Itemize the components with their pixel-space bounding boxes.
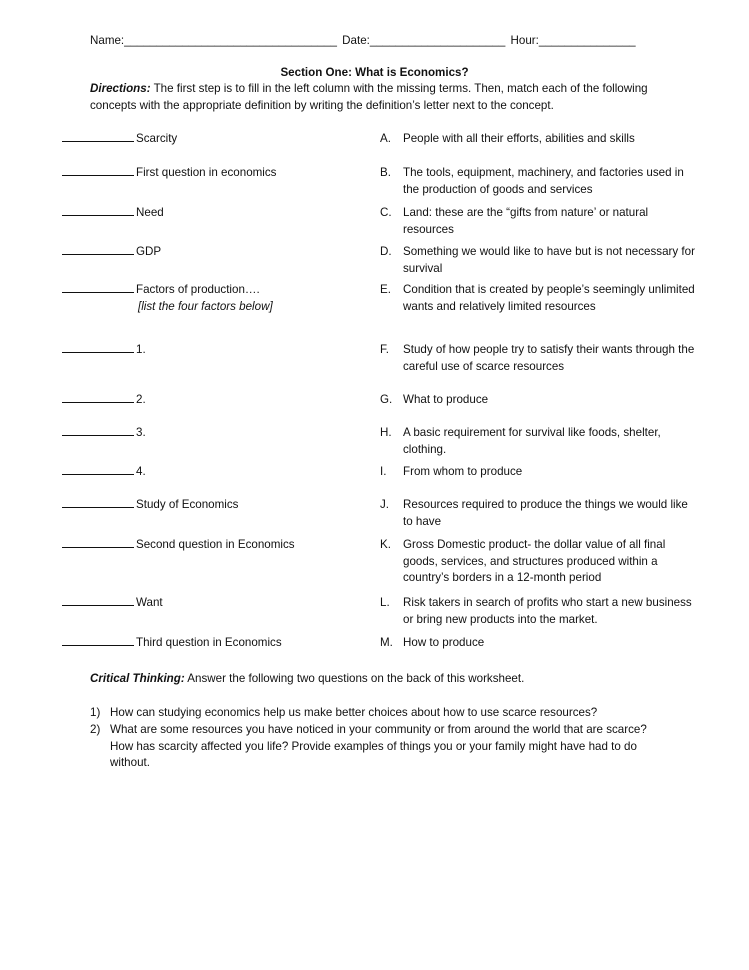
definition-text: What to produce: [403, 393, 489, 406]
definition-item: [380, 635, 700, 652]
concept-label: GDP: [136, 245, 162, 258]
definition-text: Risk takers in search of profits who start a new business or bring new products into the market.: [403, 596, 692, 626]
question-item: [90, 705, 670, 722]
answer-blank[interactable]: [62, 464, 134, 475]
definition-text: Gross Domestic product- the dollar value of all final goods, services, and structures produced within a country’s borders in a 12-month period: [403, 538, 666, 584]
directions-text: The first step is to fill in the left column with the missing terms. Then, match each of the following concepts with the appropriate definition by writing the definition’s letter next to the concept.: [90, 82, 648, 112]
answer-blank[interactable]: [62, 131, 134, 142]
definition-letter: A.: [380, 132, 391, 145]
concept-row: [62, 537, 352, 554]
definition-item: [380, 497, 700, 530]
definition-letter: K.: [380, 538, 391, 551]
name-field[interactable]: Name:_________________________________: [90, 34, 337, 47]
answer-blank[interactable]: [62, 537, 134, 548]
definition-text: Resources required to produce the things we would like to have: [403, 498, 688, 528]
answer-blank[interactable]: [62, 635, 134, 646]
header-fields: [90, 34, 638, 47]
definition-letter: L.: [380, 596, 390, 609]
concept-label: First question in economics: [136, 166, 277, 179]
definition-letter: E.: [380, 283, 391, 296]
concept-row: [62, 131, 352, 148]
concept-row: [62, 497, 352, 514]
definition-letter: C.: [380, 206, 392, 219]
concept-label: Factors of production….: [136, 283, 260, 296]
answer-blank[interactable]: [62, 392, 134, 403]
hour-field[interactable]: Hour:_______________: [510, 34, 636, 47]
question-text: How can studying economics help us make better choices about how to use scarce resources?: [110, 706, 598, 719]
concept-label: Third question in Economics: [136, 636, 282, 649]
critical-thinking: [90, 672, 524, 685]
critical-thinking-label: Critical Thinking:: [90, 672, 185, 685]
question-number: 1): [90, 706, 101, 719]
definition-item: [380, 205, 700, 238]
definition-text: From whom to produce: [403, 465, 523, 478]
concept-row: [62, 635, 352, 652]
concept-row: [62, 282, 352, 315]
definition-item: [380, 392, 700, 409]
answer-blank[interactable]: [62, 165, 134, 176]
definition-letter: D.: [380, 245, 392, 258]
definition-item: [380, 464, 700, 481]
concept-label: 3.: [136, 426, 146, 439]
definition-letter: B.: [380, 166, 391, 179]
answer-blank[interactable]: [62, 497, 134, 508]
definition-text: Condition that is created by people’s seemingly unlimited wants and relatively limited resources: [403, 283, 695, 313]
definition-item: [380, 282, 700, 315]
definition-letter: J.: [380, 498, 390, 511]
question-text: What are some resources you have noticed in your community or from around the world that are scarce? How has scarcity affected you life? Provide examples of things you or your family might have had to do without.: [110, 723, 647, 769]
critical-thinking-text: Answer the following two questions on the back of this worksheet.: [184, 672, 525, 685]
concept-row: [62, 244, 352, 261]
concept-row: [62, 342, 352, 359]
concept-label: Scarcity: [136, 132, 178, 145]
definition-item: [380, 131, 700, 148]
concept-row: [62, 205, 352, 222]
concept-label: 4.: [136, 465, 146, 478]
definition-item: [380, 537, 700, 587]
concept-row: [62, 165, 352, 182]
concept-label: Need: [136, 206, 164, 219]
answer-blank[interactable]: [62, 425, 134, 436]
definition-text: Study of how people try to satisfy their wants through the careful use of scarce resources: [403, 343, 695, 373]
concept-row: [62, 595, 352, 612]
definition-item: [380, 425, 700, 458]
answer-blank[interactable]: [62, 342, 134, 353]
question-number: 2): [90, 723, 101, 736]
concept-row: [62, 392, 352, 409]
definition-text: How to produce: [403, 636, 485, 649]
answer-blank[interactable]: [62, 282, 134, 293]
date-field[interactable]: Date:_____________________: [342, 34, 506, 47]
section-title: Section One: What is Economics?: [280, 66, 469, 79]
definition-letter: M.: [380, 636, 393, 649]
answer-blank[interactable]: [62, 244, 134, 255]
answer-blank[interactable]: [62, 205, 134, 216]
directions: [90, 81, 665, 114]
definition-letter: G.: [380, 393, 393, 406]
definition-text: The tools, equipment, machinery, and factories used in the production of goods and services: [403, 166, 684, 196]
concept-row: [62, 425, 352, 442]
concept-label: 1.: [136, 343, 146, 356]
definition-text: People with all their efforts, abilities and skills: [403, 132, 635, 145]
definition-letter: I.: [380, 465, 387, 478]
concept-row: [62, 464, 352, 481]
definition-text: Land: these are the “gifts from nature’ or natural resources: [403, 206, 649, 236]
definition-letter: F.: [380, 343, 390, 356]
question-item: [90, 722, 670, 772]
definition-letter: H.: [380, 426, 392, 439]
definition-item: [380, 244, 700, 277]
concept-label: Want: [136, 596, 163, 609]
definition-text: Something we would like to have but is not necessary for survival: [403, 245, 695, 275]
definition-item: [380, 595, 700, 628]
definition-item: [380, 165, 700, 198]
concept-label: 2.: [136, 393, 146, 406]
concept-label: Second question in Economics: [136, 538, 295, 551]
directions-label: Directions:: [90, 82, 151, 95]
concept-label: Study of Economics: [136, 498, 239, 511]
definition-text: A basic requirement for survival like foods, shelter, clothing.: [403, 426, 661, 456]
definition-item: [380, 342, 700, 375]
answer-blank[interactable]: [62, 595, 134, 606]
concept-note: [list the four factors below]: [138, 299, 273, 313]
